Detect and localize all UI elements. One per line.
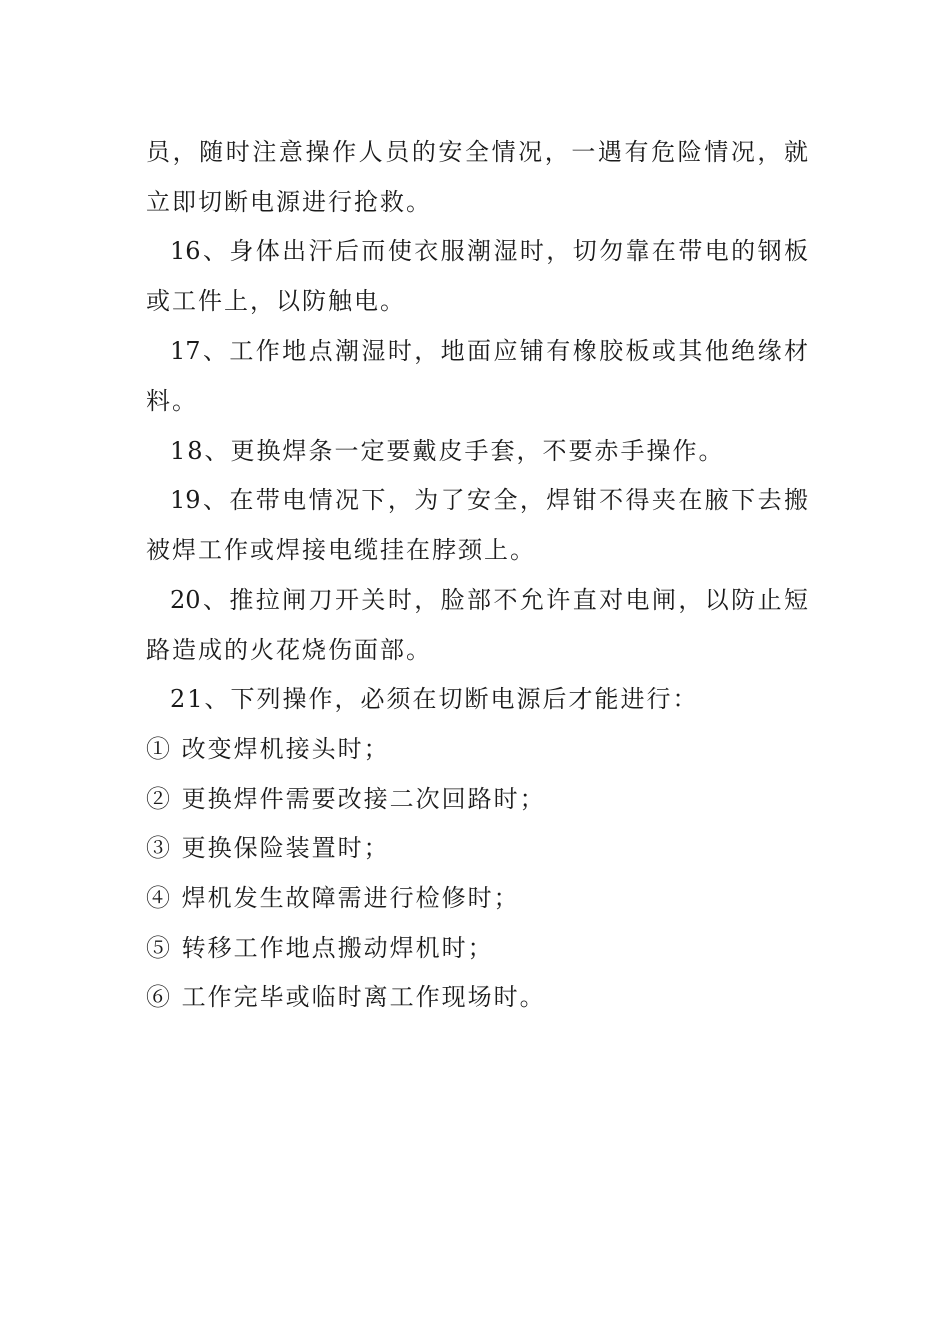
list-item: ② 更换焊件需要改接二次回路时； — [146, 785, 546, 813]
text-line: 或工件上，以防触电。 — [146, 287, 406, 315]
text-line: 料。 — [146, 387, 198, 415]
text-line: 被焊工作或焊接电缆挂在脖颈上。 — [146, 536, 536, 564]
text-line: 19、在带电情况下，为了安全，焊钳不得夹在腋下去搬 — [170, 486, 808, 514]
list-item: ⑤ 转移工作地点搬动焊机时； — [146, 934, 494, 962]
text-line: 员，随时注意操作人员的安全情况，一遇有危险情况，就 — [146, 138, 808, 166]
text-line: 17、工作地点潮湿时，地面应铺有橡胶板或其他绝缘材 — [170, 337, 808, 365]
text-line: 路造成的火花烧伤面部。 — [146, 636, 432, 664]
text-line: 20、推拉闸刀开关时，脸部不允许直对电闸，以防止短 — [170, 586, 808, 614]
list-item: ④ 焊机发生故障需进行检修时； — [146, 884, 520, 912]
text-line: 18、更换焊条一定要戴皮手套，不要赤手操作。 — [170, 437, 725, 465]
list-item: ⑥ 工作完毕或临时离工作现场时。 — [146, 983, 546, 1011]
text-line: 21、下列操作，必须在切断电源后才能进行： — [170, 685, 699, 713]
list-item: ③ 更换保险装置时； — [146, 834, 390, 862]
list-item: ① 改变焊机接头时； — [146, 735, 390, 763]
text-line: 立即切断电源进行抢救。 — [146, 188, 432, 216]
text-line: 16、身体出汗后而使衣服潮湿时，切勿靠在带电的钢板 — [170, 237, 808, 265]
